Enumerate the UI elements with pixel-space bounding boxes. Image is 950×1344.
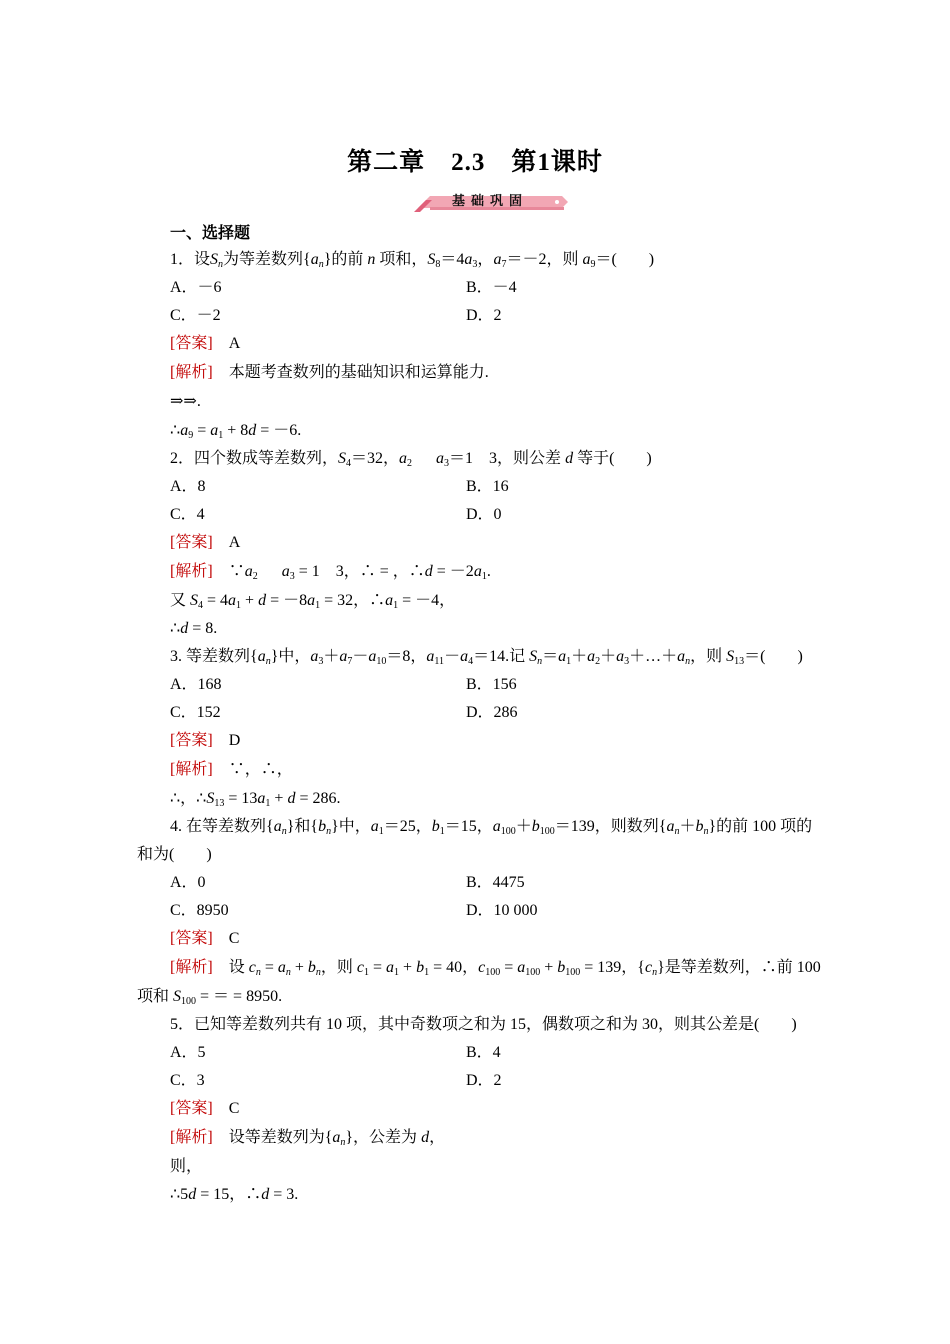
q4-option-d: D．10 000 <box>466 902 538 919</box>
answer-tag: [答案] <box>170 534 213 551</box>
q5-option-a: A．5 <box>170 1044 206 1061</box>
q5-answer: [答案] C <box>170 1100 240 1117</box>
q4-analysis-line-2: 项和 $S_{100}$ = ＝ = 8950. <box>137 988 283 1007</box>
q4-option-c: C．8950 <box>170 902 229 919</box>
q4-analysis: [解析] 设 $c_n = a_n + b_n$，则 $c_1 = a_1 + b_1 = 40$，$c_{100} = a_{100} + b_{100} = 139$，$\{c_n\}$是等差数列，∴前 100 <box>170 959 821 978</box>
analysis-tag: [解析] <box>170 563 213 580</box>
question-3-stem: 3. 等差数列$\{a_n\}$中，$a_3+a_7-a_{10}=8$，$a_{11}-a_4=14$.记 $S_n=a_1+a_2+a_3+\dots+a_n$，则 $S_{13}=$( ) <box>170 648 803 667</box>
question-5-stem: 5．已知等差数列共有 10 项，其中奇数项之和为 15，偶数项之和为 30，则其公差是( ) <box>170 1016 797 1033</box>
q3-option-b: B．156 <box>466 676 517 693</box>
q5-analysis-line-2: 则， <box>170 1158 203 1175</box>
analysis-tag: [解析] <box>170 959 213 976</box>
q4-option-a: A．0 <box>170 874 206 891</box>
analysis-tag: [解析] <box>170 1129 213 1146</box>
q3-option-c: C．152 <box>170 704 221 721</box>
section-banner <box>412 192 568 214</box>
q2-answer: [答案] A <box>170 534 241 551</box>
section-heading: 一、选择题 <box>170 225 251 242</box>
q3-analysis: [解析] ∵，∴， <box>170 761 293 778</box>
q2-option-d: D．0 <box>466 506 502 523</box>
q5-analysis-line-3: ∴5d = 15，∴d = 3. <box>170 1186 299 1203</box>
answer-tag: [答案] <box>170 335 213 352</box>
q2-analysis-line-2: 又 $S_4 = 4a_1 + d = -8a_1 = 32$，$\therefore a_1 = -4$， <box>170 592 456 611</box>
question-4-stem: 4. 在等差数列$\{a_n\}$和$\{b_n\}$中，$a_1=25$，$b_1=15$，$a_{100}+b_{100}=139$，则数列$\{a_n+b_n\}$的前 100 项的 <box>170 818 813 837</box>
q2-option-a: A．8 <box>170 478 206 495</box>
q1-analysis-line-2: ⇒⇒. <box>170 393 201 410</box>
q5-analysis: [解析] 设等差数列为$\{a_n\}$，公差为 d， <box>170 1129 446 1148</box>
question-4-stem-line-2: 和为( ) <box>137 846 212 863</box>
q3-option-a: A．168 <box>170 676 222 693</box>
q1-option-c: C．－2 <box>170 307 221 324</box>
q1-analysis-line-3: $\therefore a_9 = a_1 + 8d = -6$. <box>170 422 302 441</box>
answer-tag: [答案] <box>170 1100 213 1117</box>
banner-label: 基础巩固 <box>451 194 528 209</box>
q3-analysis-line-2: ∴，$\therefore S_{13} = 13a_1 + d = 286$. <box>170 790 341 809</box>
q1-option-a: A．－6 <box>170 279 222 296</box>
q2-option-c: C．4 <box>170 506 205 523</box>
q2-analysis-line-3: ∴d = 8. <box>170 620 218 637</box>
answer-tag: [答案] <box>170 732 213 749</box>
q2-option-b: B．16 <box>466 478 509 495</box>
q3-option-d: D．286 <box>466 704 518 721</box>
q1-option-b: B．－4 <box>466 279 517 296</box>
q2-analysis: [解析] $\because a_2$ $a_3 = 1$ 3，∴ = ，∴d = $-2a_1$. <box>170 563 491 582</box>
answer-tag: [答案] <box>170 930 213 947</box>
question-1-stem: 1．设$S_n$为等差数列$\{a_n\}$的前 n 项和，$S_8=4a_3$，$a_7=-2$，则 $a_9=$( ) <box>170 251 655 270</box>
q5-option-b: B．4 <box>466 1044 501 1061</box>
q1-option-d: D．2 <box>466 307 502 324</box>
analysis-tag: [解析] <box>170 761 213 778</box>
q1-analysis: [解析] 本题考查数列的基础知识和运算能力. <box>170 364 489 381</box>
page-title: 第二章 2.3 第1课时 <box>347 149 603 176</box>
q4-option-b: B．4475 <box>466 874 525 891</box>
analysis-tag: [解析] <box>170 364 213 381</box>
q1-answer: [答案] A <box>170 335 241 352</box>
q5-option-c: C．3 <box>170 1072 205 1089</box>
q4-answer: [答案] C <box>170 930 240 947</box>
q3-answer: [答案] D <box>170 732 241 749</box>
q5-option-d: D．2 <box>466 1072 502 1089</box>
question-2-stem: 2．四个数成等差数列，$S_4=32$，$a_2$ $a_3=1$ 3，则公差 d 等于( ) <box>170 450 652 469</box>
